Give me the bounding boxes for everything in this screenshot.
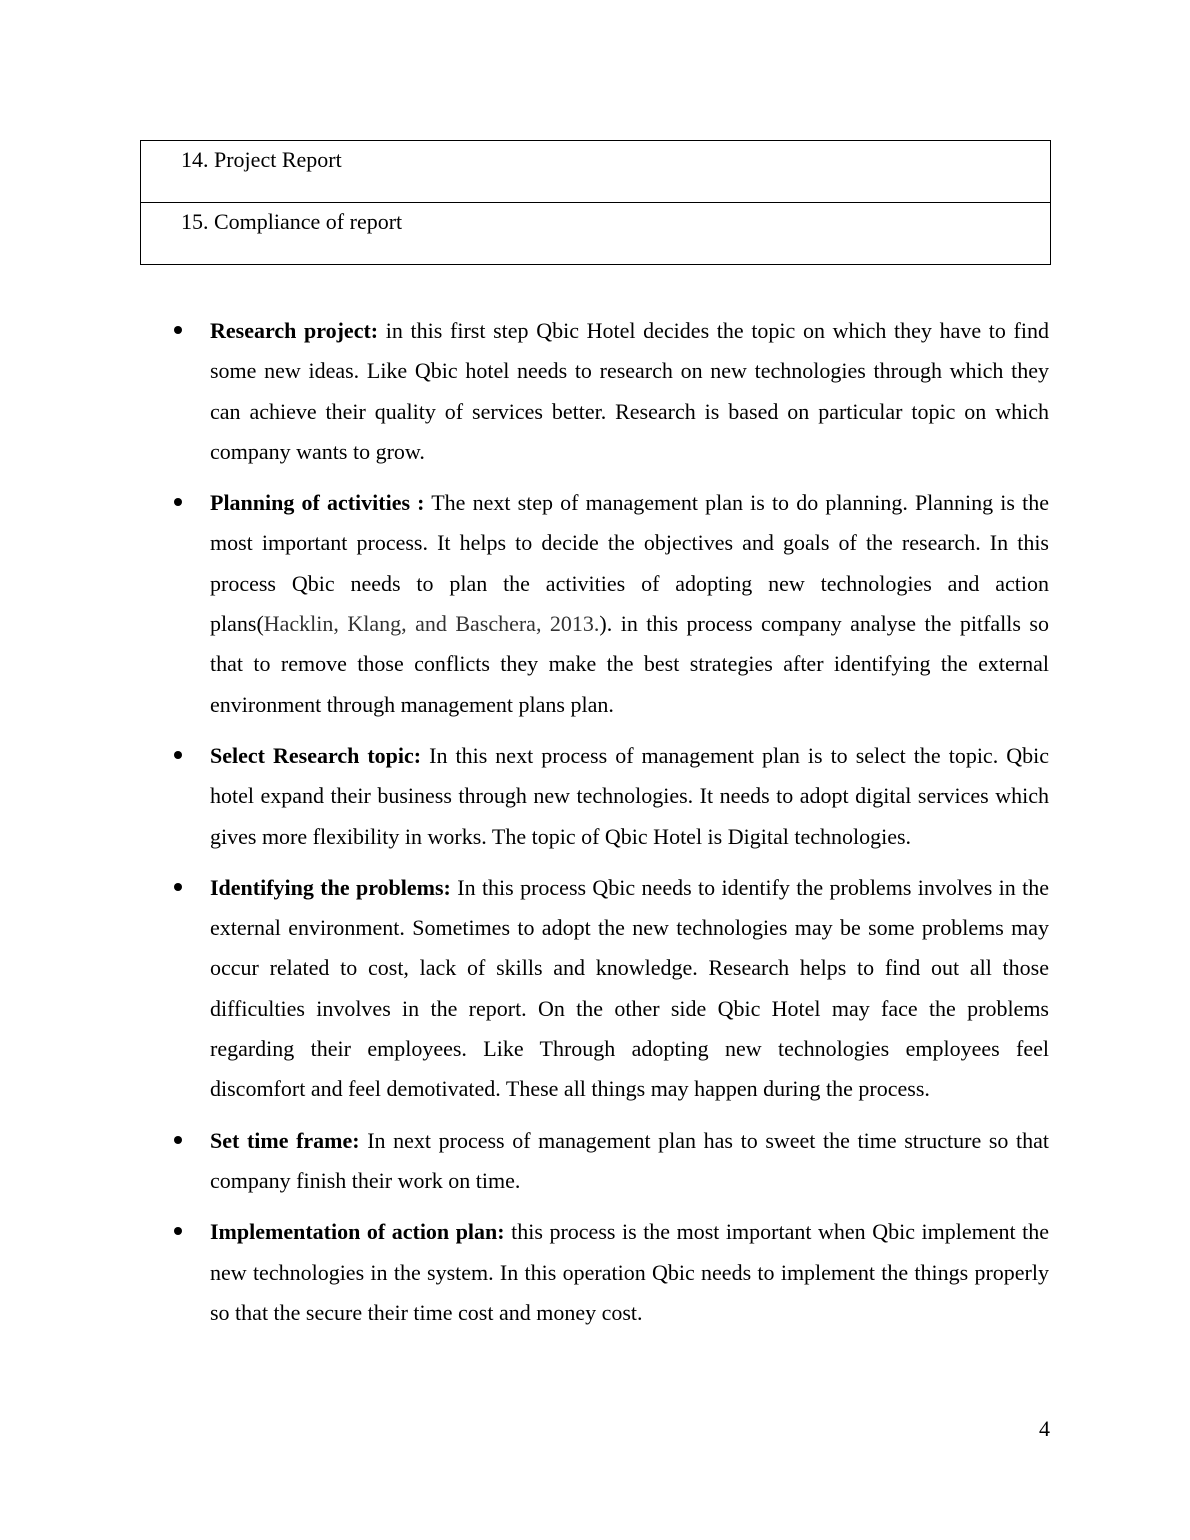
bullet-dot-icon [174,498,182,506]
bullet-text: In this next process of management plan is to select the topic. Qbic hotel expand their business through new technologies. It needs to adopt digital services which gives more flexibility in works. The topic of Qbic Hotel is Digital technologies. [210,742,1049,849]
bullet-item-identifying-the-problems [170,868,1049,1110]
toc-cell [141,141,1051,203]
bullet-text: in this first step Qbic Hotel decides the topic on which they have to find some new ideas. Like Qbic hotel needs to research on new technologies through which they can achieve their quality of services better. Research is based on particular topic on which company wants to grow. [210,318,1049,464]
bullet-heading: Research project: [210,318,379,343]
bullet-text: In this process Qbic needs to identify the problems involves in the external environment. Sometimes to adopt the new technologies may be some problems may occur related to cost, lack of skills and knowledge. Research helps to find out all those difficulties involves in the report. On the other side Qbic Hotel may face the problems regarding their employees. Like Through adopting new technologies employees feel discomfort and feel demotivated. These all things may happen during the process. [210,874,1049,1102]
bullet-heading: Implementation of action plan: [210,1219,505,1245]
toc-row-label: 14. Project Report [181,147,342,172]
citation: Hacklin, Klang, and Baschera, 2013. [263,611,600,637]
bullet-list [170,311,1049,1344]
bullet-item-research-project [170,311,1049,472]
bullet-dot-icon [174,1136,182,1144]
bullet-dot-icon [174,326,182,334]
bullet-text: ). in this process company analyse the pitfalls so that to remove those conflicts they make the best strategies after identifying the external environment through management plans plan. [210,611,1049,717]
bullet-heading: Select Research topic: [210,742,422,768]
bullet-item-select-research-topic [170,736,1049,857]
bullet-item-implementation-of-action-plan [170,1212,1049,1333]
toc-cell [141,203,1051,265]
bullet-text: The next step of management plan is to do planning. Planning is the most important process. It helps to decide the objectives and goals of the research. In this process Qbic needs to plan the activities of adopting new technologies and action plans( [210,490,1049,637]
toc-row [141,203,1051,265]
bullet-text: this process is the most important when Qbic implement the new technologies in the system. In this operation Qbic needs to implement the things properly so that the secure their time cost and money cost. [210,1219,1049,1325]
page-number: 4 [1039,1416,1050,1441]
bullet-dot-icon [174,1227,182,1235]
toc-table [140,140,1051,265]
bullet-heading: Planning of activities : [210,490,425,516]
bullet-heading: Identifying the problems: [210,874,451,900]
bullet-dot-icon [174,751,182,759]
bullet-item-set-time-frame [170,1121,1049,1202]
toc-row-label: 15. Compliance of report [181,209,403,234]
bullet-heading: Set time frame: [210,1127,360,1153]
bullet-item-planning-of-activities [170,483,1049,725]
toc-row [141,141,1051,203]
bullet-dot-icon [174,883,182,891]
bullet-text: In next process of management plan has to sweet the time structure so that company finish their work on time. [210,1127,1049,1193]
